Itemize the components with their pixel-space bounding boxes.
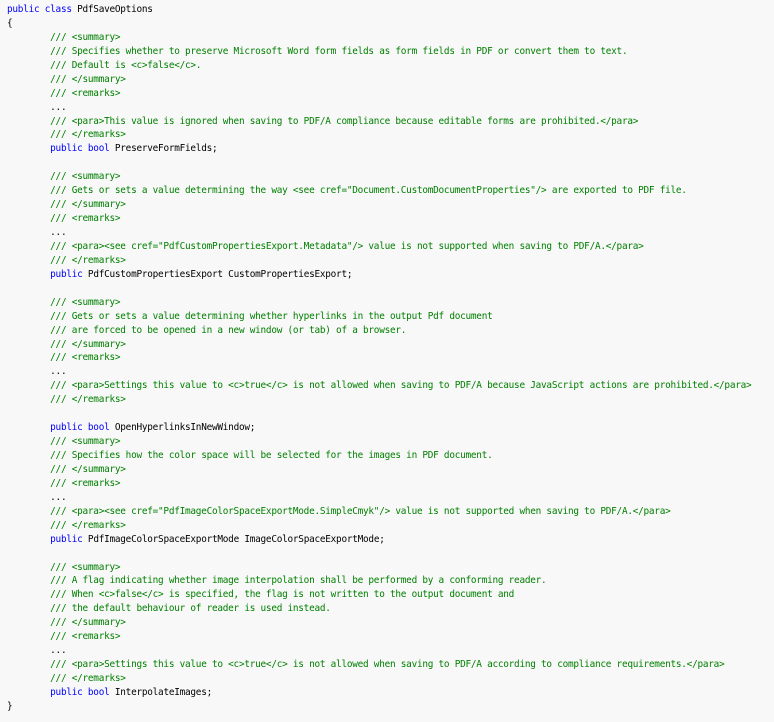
comment-token: /// </remarks> (7, 254, 126, 266)
comment-token: /// </summary> (7, 73, 126, 85)
comment-token: /// <summary> (7, 436, 121, 448)
comment-token: /// <para>Settings this value to <c>true</c> is not allowed when saving to PDF/A because JavaScript actions are prohibited.</para> (7, 380, 752, 392)
code-line (7, 491, 774, 505)
comment-token: /// are forced to be opened in a new window (or tab) of a browser. (7, 324, 407, 336)
comment-token: /// <summary> (7, 296, 121, 308)
code-token: ... (7, 366, 67, 378)
code-line (7, 686, 774, 700)
code-line (7, 435, 774, 449)
code-line (7, 393, 774, 407)
code-line (7, 254, 774, 268)
code-line (7, 561, 774, 575)
code-token: PdfImageColorSpaceExportMode ImageColorSpaceExportMode; (82, 533, 385, 545)
code-line (7, 421, 774, 435)
code-line (7, 477, 774, 491)
code-token: PdfSaveOptions (71, 4, 153, 15)
code-line (7, 602, 774, 616)
code-token: InterpolateImages; (109, 686, 212, 698)
comment-token: /// </remarks> (7, 394, 126, 406)
comment-token: /// <para><see cref="PdfCustomPropertiesExport.Metadata"/> value is not supported when saving to PDF/A.</para> (7, 240, 644, 252)
code-line (7, 240, 774, 254)
keyword-token: public (50, 533, 83, 545)
comment-token: /// Default is <c>false</c>. (7, 59, 202, 71)
comment-token: /// A flag indicating whether image interpolation shall be performed by a conforming reader. (7, 575, 547, 587)
code-line (7, 351, 774, 365)
comment-token: /// Specifies whether to preserve Microsoft Word form fields as form fields in PDF or convert them to text. (7, 45, 628, 57)
code-line (7, 101, 774, 115)
comment-token: /// </remarks> (7, 673, 126, 684)
code-token (7, 687, 50, 698)
code-line (7, 644, 774, 658)
code-line (7, 700, 774, 714)
code-token: ... (7, 645, 67, 657)
code-token: PdfCustomPropertiesExport CustomPropertiesExport; (82, 268, 353, 280)
code-line (7, 338, 774, 352)
code-line (7, 212, 774, 226)
code-line (7, 170, 774, 184)
comment-token: /// Gets or sets a value determining the way <see cref="Document.CustomDocumentProperties"/> are exported to PDF file. (7, 185, 687, 197)
code-line (7, 449, 774, 463)
comment-token: /// When <c>false</c> is specified, the flag is not written to the output document and (7, 589, 515, 601)
code-line (7, 31, 774, 45)
comment-token: /// </summary> (7, 463, 126, 475)
keyword-token: public (50, 268, 83, 280)
comment-token: /// </summary> (7, 617, 126, 629)
code-line (7, 59, 774, 73)
code-line (7, 268, 774, 282)
code-line (7, 128, 774, 142)
comment-token: /// <remarks> (7, 477, 121, 489)
code-line (7, 533, 774, 547)
code-line (7, 574, 774, 588)
comment-token: /// <summary> (7, 561, 121, 573)
code-line (7, 658, 774, 672)
code-token: ... (7, 491, 67, 503)
code-line (7, 142, 774, 156)
code-token: } (7, 700, 13, 712)
code-line (7, 630, 774, 644)
keyword-token: public bool (50, 686, 110, 698)
comment-token: /// the default behaviour of reader is used instead. (7, 603, 331, 615)
comment-token: /// </summary> (7, 199, 126, 211)
code-line (7, 45, 774, 59)
keyword-token: public bool (50, 143, 110, 155)
comment-token: /// <remarks> (7, 352, 121, 364)
comment-token: /// <para>This value is ignored when saving to PDF/A compliance because editable forms are prohibited.</para> (7, 115, 639, 127)
comment-token: /// <summary> (7, 171, 121, 183)
code-line (7, 407, 774, 421)
code-token: ... (7, 227, 67, 238)
code-token (7, 143, 50, 154)
code-line (7, 226, 774, 240)
code-line (7, 3, 774, 17)
code-token: { (7, 17, 13, 29)
keyword-token: public bool (50, 422, 110, 434)
comment-token: /// <remarks> (7, 213, 121, 225)
code-line (7, 115, 774, 129)
code-line (7, 282, 774, 296)
code-token (7, 534, 50, 545)
code-line (7, 547, 774, 561)
code-line (7, 588, 774, 602)
code-line (7, 17, 774, 31)
code-token (7, 422, 50, 433)
comment-token: /// Specifies how the color space will be selected for the images in PDF document. (7, 450, 493, 461)
code-line (7, 672, 774, 686)
comment-token: /// <remarks> (7, 631, 121, 643)
keyword-token: public class (7, 4, 72, 15)
code-token (7, 269, 50, 280)
code-line (7, 310, 774, 324)
comment-token: /// <summary> (7, 31, 121, 43)
comment-token: /// </remarks> (7, 519, 126, 531)
comment-token: /// <remarks> (7, 87, 121, 99)
comment-token: /// Gets or sets a value determining whether hyperlinks in the output Pdf document (7, 310, 493, 322)
code-line (7, 519, 774, 533)
code-line (7, 365, 774, 379)
code-line (7, 198, 774, 212)
code-line (7, 73, 774, 87)
code-token: OpenHyperlinksInNewWindow; (109, 422, 256, 434)
code-line (7, 184, 774, 198)
comment-token: /// </remarks> (7, 129, 126, 141)
code-line (7, 156, 774, 170)
comment-token: /// <para>Settings this value to <c>true</c> is not allowed when saving to PDF/A according to compliance requirements.</para> (7, 659, 725, 671)
code-line (7, 379, 774, 393)
code-line (7, 616, 774, 630)
code-line (7, 505, 774, 519)
comment-token: /// <para><see cref="PdfImageColorSpaceExportMode.SimpleCmyk"/> value is not supported when saving to PDF/A.</para> (7, 505, 671, 517)
code-token: PreserveFormFields; (109, 143, 218, 155)
comment-token: /// </summary> (7, 338, 126, 350)
code-line (7, 296, 774, 310)
code-line (7, 87, 774, 101)
code-line (7, 324, 774, 338)
code-line (7, 463, 774, 477)
code-token: ... (7, 101, 67, 113)
